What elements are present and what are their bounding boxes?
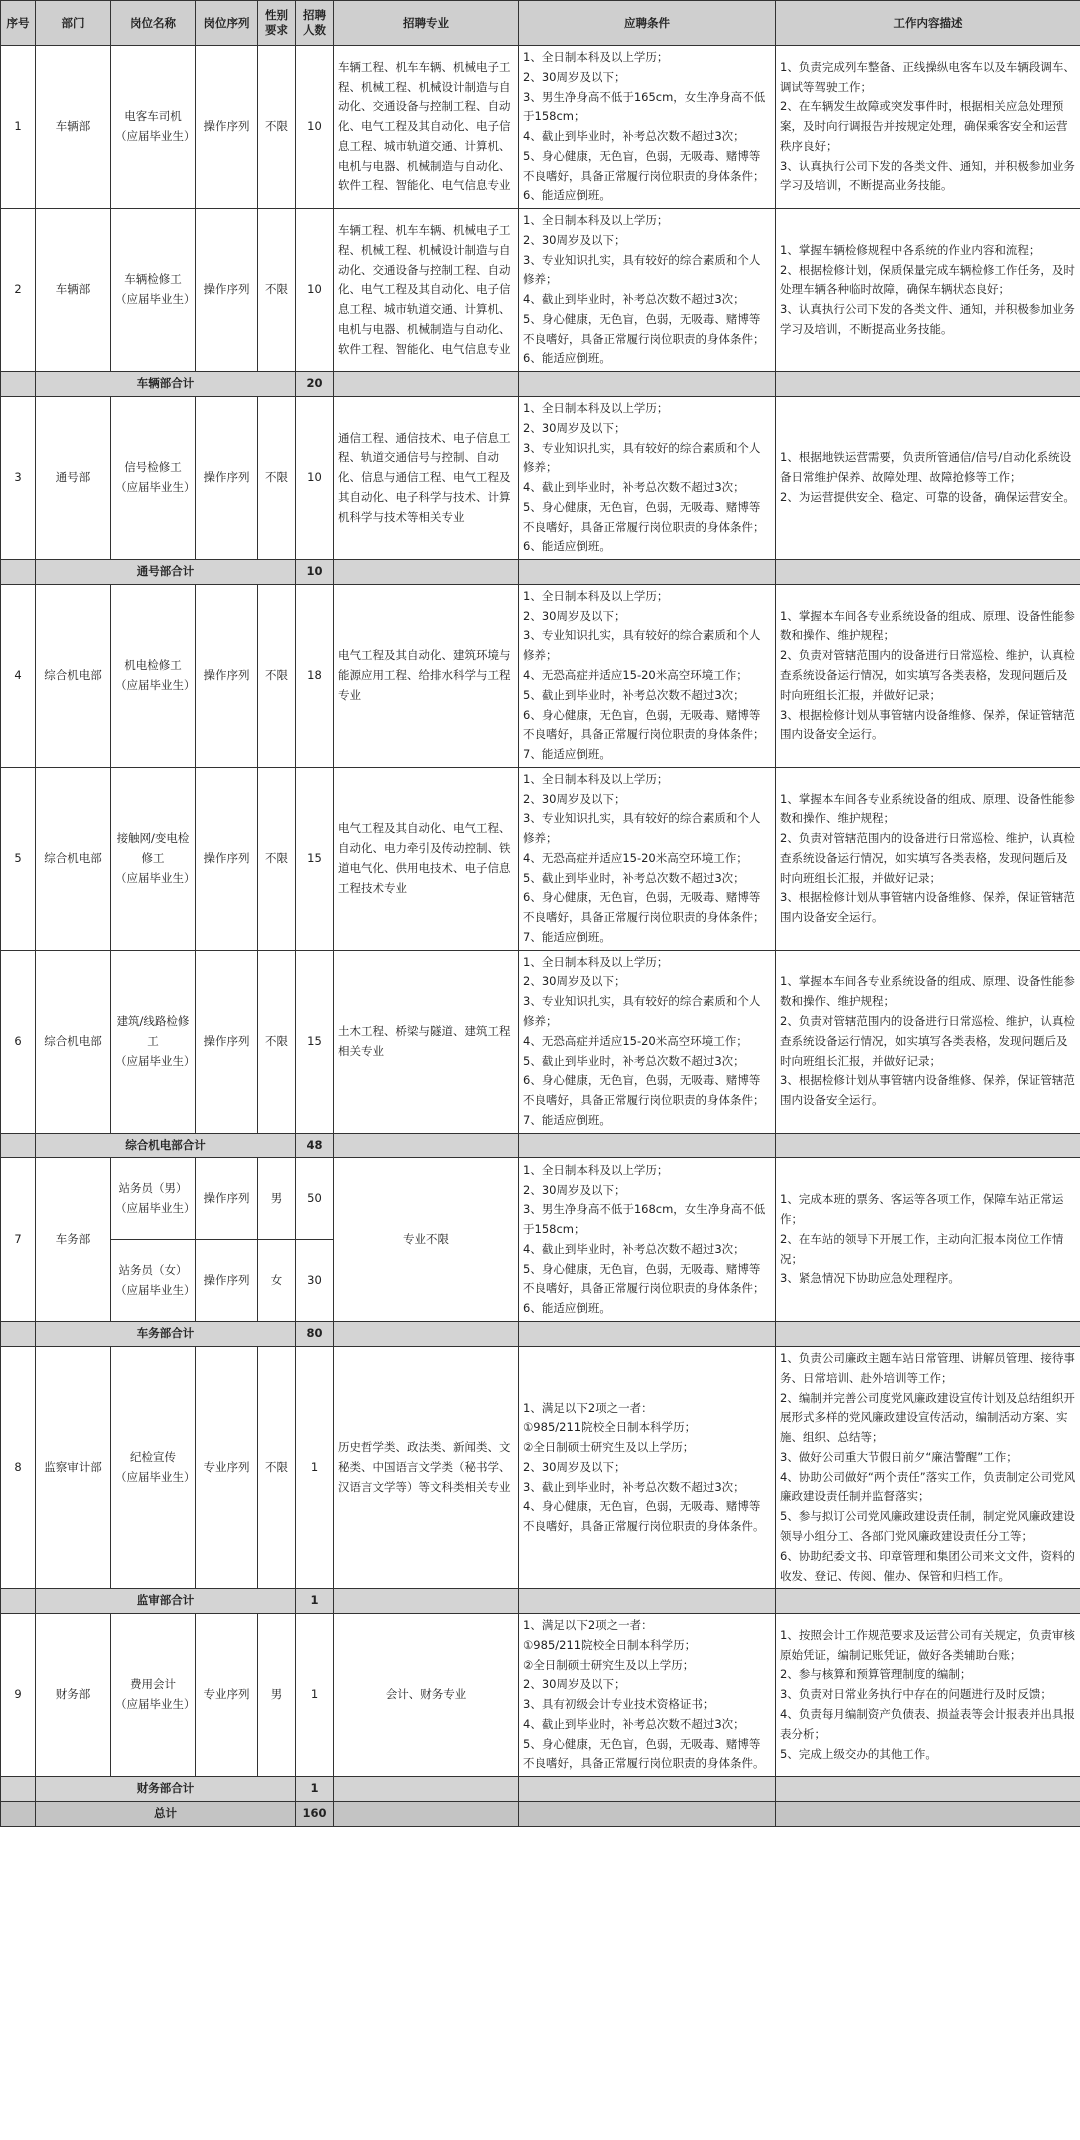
- row-position: 信号检修工 （应届毕业生）: [111, 397, 196, 560]
- row-gender: 男: [258, 1614, 296, 1777]
- subtotal-label: 车辆部合计: [36, 372, 296, 397]
- row-conditions: 1、全日制本科及以上学历； 2、30周岁及以下； 3、男生净身高不低于165cm，女生净身高不低于158cm； 4、截止到毕业时，补考总次数不超过3次； 5、身心健康，无色盲，色弱，无吸毒、赌博等不良嗜好，具备正常履行岗位职责的身体条件； 6、能适应倒班。: [519, 46, 776, 209]
- header-duties: 工作内容描述: [776, 1, 1080, 46]
- row-major: 通信工程、通信技术、电子信息工程、轨道交通信号与控制、自动化、信息与通信工程、电气工程及其自动化、电子科学与技术、计算机科学与技术等相关专业: [334, 397, 519, 560]
- row-position: 接触网/变电检修工 （应届毕业生）: [111, 767, 196, 950]
- row-no: 4: [1, 584, 36, 767]
- row-seq: 操作序列: [196, 1240, 258, 1322]
- table-row: [1, 1158, 1080, 1240]
- subtotal-row: [1, 1133, 1080, 1158]
- row-position: 纪检宣传 （应届毕业生）: [111, 1347, 196, 1589]
- row-dept: 车辆部: [36, 209, 111, 372]
- row-duties: 1、掌握本车间各专业系统设备的组成、原理、设备性能参数和操作、维护规程； 2、负责对管辖范围内的设备进行日常巡检、维护，认真检查系统设备运行情况，如实填写各类表格，发现问题后及时向班组长汇报，并做好记录； 3、根据检修计划从事管辖内设备维修、保养，保证管辖范围内设备安全运行。: [776, 584, 1080, 767]
- row-count: 10: [296, 397, 334, 560]
- row-seq: 专业序列: [196, 1347, 258, 1589]
- row-dept: 车务部: [36, 1158, 111, 1322]
- row-gender: 不限: [258, 46, 296, 209]
- row-conditions: 1、全日制本科及以上学历； 2、30周岁及以下； 3、专业知识扎实，具有较好的综合素质和个人修养； 4、截止到毕业时，补考总次数不超过3次； 5、身心健康，无色盲，色弱，无吸毒、赌博等不良嗜好，具备正常履行岗位职责的身体条件； 6、能适应倒班。: [519, 397, 776, 560]
- row-count: 15: [296, 767, 334, 950]
- header-position: 岗位名称: [111, 1, 196, 46]
- row-major: 历史哲学类、政法类、新闻类、文秘类、中国语言文学类（秘书学、汉语言文学等）等文科类相关专业: [334, 1347, 519, 1589]
- row-seq: 操作序列: [196, 397, 258, 560]
- row-position: 站务员（女） （应届毕业生）: [111, 1240, 196, 1322]
- subtotal-row: [1, 560, 1080, 585]
- row-position: 建筑/线路检修工 （应届毕业生）: [111, 950, 196, 1133]
- table-row: [1, 46, 1080, 209]
- table-row: [1, 950, 1080, 1133]
- row-gender: 不限: [258, 950, 296, 1133]
- row-count: 18: [296, 584, 334, 767]
- subtotal-label: 财务部合计: [36, 1777, 296, 1802]
- row-seq: 操作序列: [196, 209, 258, 372]
- row-gender: 不限: [258, 584, 296, 767]
- total-row: [1, 1801, 1080, 1826]
- row-position: 电客车司机 （应届毕业生）: [111, 46, 196, 209]
- row-gender: 男: [258, 1158, 296, 1240]
- row-no: 6: [1, 950, 36, 1133]
- row-no: 2: [1, 209, 36, 372]
- row-conditions: 1、全日制本科及以上学历； 2、30周岁及以下； 3、专业知识扎实，具有较好的综合素质和个人修养； 4、截止到毕业时，补考总次数不超过3次； 5、身心健康，无色盲，色弱，无吸毒、赌博等不良嗜好，具备正常履行岗位职责的身体条件； 6、能适应倒班。: [519, 209, 776, 372]
- subtotal-row: [1, 1589, 1080, 1614]
- row-major: 专业不限: [334, 1158, 519, 1322]
- row-count: 10: [296, 209, 334, 372]
- row-no: 9: [1, 1614, 36, 1777]
- subtotal-label: 通号部合计: [36, 560, 296, 585]
- subtotal-row: [1, 1322, 1080, 1347]
- row-dept: 车辆部: [36, 46, 111, 209]
- row-count: 50: [296, 1158, 334, 1240]
- subtotal-count: 48: [296, 1133, 334, 1158]
- row-major: 会计、财务专业: [334, 1614, 519, 1777]
- subtotal-count: 1: [296, 1777, 334, 1802]
- row-dept: 财务部: [36, 1614, 111, 1777]
- table-row: [1, 767, 1080, 950]
- subtotal-count: 80: [296, 1322, 334, 1347]
- row-gender: 不限: [258, 1347, 296, 1589]
- row-dept: 综合机电部: [36, 584, 111, 767]
- header-no: 序号: [1, 1, 36, 46]
- row-conditions: 1、全日制本科及以上学历； 2、30周岁及以下； 3、专业知识扎实，具有较好的综合素质和个人修养； 4、无恐高症并适应15-20米高空环境工作； 5、截止到毕业时，补考总次数不超过3次； 6、身心健康，无色盲，色弱，无吸毒、赌博等不良嗜好，具备正常履行岗位职责的身体条件； 7、能适应倒班。: [519, 950, 776, 1133]
- row-count: 1: [296, 1347, 334, 1589]
- row-conditions: 1、全日制本科及以上学历； 2、30周岁及以下； 3、专业知识扎实，具有较好的综合素质和个人修养； 4、无恐高症并适应15-20米高空环境工作； 5、截止到毕业时，补考总次数不超过3次； 6、身心健康，无色盲，色弱，无吸毒、赌博等不良嗜好，具备正常履行岗位职责的身体条件； 7、能适应倒班。: [519, 584, 776, 767]
- row-count: 10: [296, 46, 334, 209]
- row-dept: 综合机电部: [36, 767, 111, 950]
- header-seq: 岗位序列: [196, 1, 258, 46]
- row-seq: 操作序列: [196, 46, 258, 209]
- row-major: 电气工程及其自动化、电气工程、自动化、电力牵引及传动控制、铁道电气化、供用电技术、电子信息工程技术专业: [334, 767, 519, 950]
- row-duties: 1、负责完成列车整备、正线操纵电客车以及车辆段调车、调试等驾驶工作； 2、在车辆发生故障或突发事件时，根据相关应急处理预案，及时向行调报告并按规定处理，确保乘客安全和运营秩序良好； 3、认真执行公司下发的各类文件、通知，并积极参加业务学习及培训，不断提高业务技能。: [776, 46, 1080, 209]
- row-position: 站务员（男） （应届毕业生）: [111, 1158, 196, 1240]
- row-gender: 不限: [258, 397, 296, 560]
- row-conditions: 1、全日制本科及以上学历； 2、30周岁及以下； 3、男生净身高不低于168cm，女生净身高不低于158cm； 4、截止到毕业时，补考总次数不超过3次； 5、身心健康，无色盲，色弱，无吸毒、赌博等不良嗜好，具备正常履行岗位职责的身体条件； 6、能适应倒班。: [519, 1158, 776, 1322]
- row-no: 1: [1, 46, 36, 209]
- header-major: 招聘专业: [334, 1, 519, 46]
- row-no: 7: [1, 1158, 36, 1322]
- row-count: 15: [296, 950, 334, 1133]
- header-conditions: 应聘条件: [519, 1, 776, 46]
- row-duties: 1、负责公司廉政主题车站日常管理、讲解员管理、接待事务、日常培训、赴外培训等工作； 2、编制并完善公司度党风廉政建设宣传计划及总结组织开展形式多样的党风廉政建设宣传活动，编制活动方案、实施、组织、总结等； 3、做好公司重大节假日前夕“廉洁警醒”工作； 4、协助公司做好“两个责任”落实工作，负责制定公司党风廉政建设责任制并监督落实； 5、参与拟订公司党风廉政建设责任制，制定党风廉政建设领导小组分工、各部门党风廉政建设责任分工等； 6、协助纪委文书、印章管理和集团公司来文文件，资料的收发、登记、传阅、催办、保管和归档工作。: [776, 1347, 1080, 1589]
- total-count: 160: [296, 1801, 334, 1826]
- row-duties: 1、按照会计工作规范要求及运营公司有关规定，负责审核原始凭证，编制记账凭证，做好各类辅助台账； 2、参与核算和预算管理制度的编制； 3、负责对日常业务执行中存在的问题进行及时反馈； 4、负责每月编制资产负债表、损益表等会计报表并出具报表分析； 5、完成上级交办的其他工作。: [776, 1614, 1080, 1777]
- table-row: [1, 584, 1080, 767]
- row-conditions: 1、满足以下2项之一者： ①985/211院校全日制本科学历； ②全日制硕士研究生及以上学历； 2、30周岁及以下； 3、截止到毕业时，补考总次数不超过3次； 4、身心健康，无色盲，色弱，无吸毒、赌博等不良嗜好，具备正常履行岗位职责的身体条件。: [519, 1347, 776, 1589]
- row-position: 机电检修工 （应届毕业生）: [111, 584, 196, 767]
- row-count: 1: [296, 1614, 334, 1777]
- total-label: 总计: [36, 1801, 296, 1826]
- subtotal-label: 车务部合计: [36, 1322, 296, 1347]
- subtotal-count: 10: [296, 560, 334, 585]
- subtotal-row: [1, 1777, 1080, 1802]
- row-duties: 1、完成本班的票务、客运等各项工作，保障车站正常运作； 2、在车站的领导下开展工作，主动向汇报本岗位工作情况； 3、紧急情况下协助应急处理程序。: [776, 1158, 1080, 1322]
- row-dept: 监察审计部: [36, 1347, 111, 1589]
- row-duties: 1、根据地铁运营需要，负责所管通信/信号/自动化系统设备日常维护保养、故障处理、故障抢修等工作； 2、为运营提供安全、稳定、可靠的设备，确保运营安全。: [776, 397, 1080, 560]
- row-gender: 不限: [258, 767, 296, 950]
- row-major: 土木工程、桥梁与隧道、建筑工程相关专业: [334, 950, 519, 1133]
- subtotal-label: 综合机电部合计: [36, 1133, 296, 1158]
- row-gender: 不限: [258, 209, 296, 372]
- row-seq: 操作序列: [196, 1158, 258, 1240]
- table-row: [1, 1347, 1080, 1589]
- table-row: [1, 1614, 1080, 1777]
- subtotal-count: 1: [296, 1589, 334, 1614]
- row-seq: 专业序列: [196, 1614, 258, 1777]
- row-position: 车辆检修工 （应届毕业生）: [111, 209, 196, 372]
- row-gender: 女: [258, 1240, 296, 1322]
- row-conditions: 1、满足以下2项之一者： ①985/211院校全日制本科学历； ②全日制硕士研究生及以上学历； 2、30周岁及以下； 3、具有初级会计专业技术资格证书； 4、截止到毕业时，补考总次数不超过3次； 5、身心健康，无色盲，色弱，无吸毒、赌博等不良嗜好，具备正常履行岗位职责的身体条件。: [519, 1614, 776, 1777]
- header-row: [1, 1, 1080, 46]
- subtotal-count: 20: [296, 372, 334, 397]
- row-duties: 1、掌握本车间各专业系统设备的组成、原理、设备性能参数和操作、维护规程； 2、负责对管辖范围内的设备进行日常巡检、维护，认真检查系统设备运行情况，如实填写各类表格，发现问题后及时向班组长汇报，并做好记录； 3、根据检修计划从事管辖内设备维修、保养，保证管辖范围内设备安全运行。: [776, 767, 1080, 950]
- row-dept: 综合机电部: [36, 950, 111, 1133]
- row-major: 电气工程及其自动化、建筑环境与能源应用工程、给排水科学与工程专业: [334, 584, 519, 767]
- table-row: [1, 209, 1080, 372]
- row-major: 车辆工程、机车车辆、机械电子工程、机械工程、机械设计制造与自动化、交通设备与控制工程、自动化、电气工程及其自动化、电子信息工程、城市轨道交通、计算机、电机与电器、机械制造与自动化、软件工程、智能化、电气信息专业: [334, 209, 519, 372]
- row-seq: 操作序列: [196, 950, 258, 1133]
- table-row: [1, 397, 1080, 560]
- row-duties: 1、掌握车辆检修规程中各系统的作业内容和流程； 2、根据检修计划，保质保量完成车辆检修工作任务，及时处理车辆各种临时故障，确保车辆状态良好； 3、认真执行公司下发的各类文件、通知，并积极参加业务学习及培训，不断提高业务技能。: [776, 209, 1080, 372]
- header-gender: 性别要求: [258, 1, 296, 46]
- row-no: 5: [1, 767, 36, 950]
- row-no: 3: [1, 397, 36, 560]
- row-duties: 1、掌握本车间各专业系统设备的组成、原理、设备性能参数和操作、维护规程； 2、负责对管辖范围内的设备进行日常巡检、维护，认真检查系统设备运行情况，如实填写各类表格，发现问题后及时向班组长汇报，并做好记录； 3、根据检修计划从事管辖内设备维修、保养，保证管辖范围内设备安全运行。: [776, 950, 1080, 1133]
- header-count: 招聘人数: [296, 1, 334, 46]
- row-conditions: 1、全日制本科及以上学历； 2、30周岁及以下； 3、专业知识扎实，具有较好的综合素质和个人修养； 4、无恐高症并适应15-20米高空环境工作； 5、截止到毕业时，补考总次数不超过3次； 6、身心健康，无色盲，色弱，无吸毒、赌博等不良嗜好，具备正常履行岗位职责的身体条件； 7、能适应倒班。: [519, 767, 776, 950]
- row-major: 车辆工程、机车车辆、机械电子工程、机械工程、机械设计制造与自动化、交通设备与控制工程、自动化、电气工程及其自动化、电子信息工程、城市轨道交通、计算机、电机与电器、机械制造与自动化、软件工程、智能化、电气信息专业: [334, 46, 519, 209]
- row-position: 费用会计 （应届毕业生）: [111, 1614, 196, 1777]
- subtotal-row: [1, 372, 1080, 397]
- row-seq: 操作序列: [196, 584, 258, 767]
- header-dept: 部门: [36, 1, 111, 46]
- row-no: 8: [1, 1347, 36, 1589]
- row-seq: 操作序列: [196, 767, 258, 950]
- subtotal-label: 监审部合计: [36, 1589, 296, 1614]
- row-dept: 通号部: [36, 397, 111, 560]
- row-count: 30: [296, 1240, 334, 1322]
